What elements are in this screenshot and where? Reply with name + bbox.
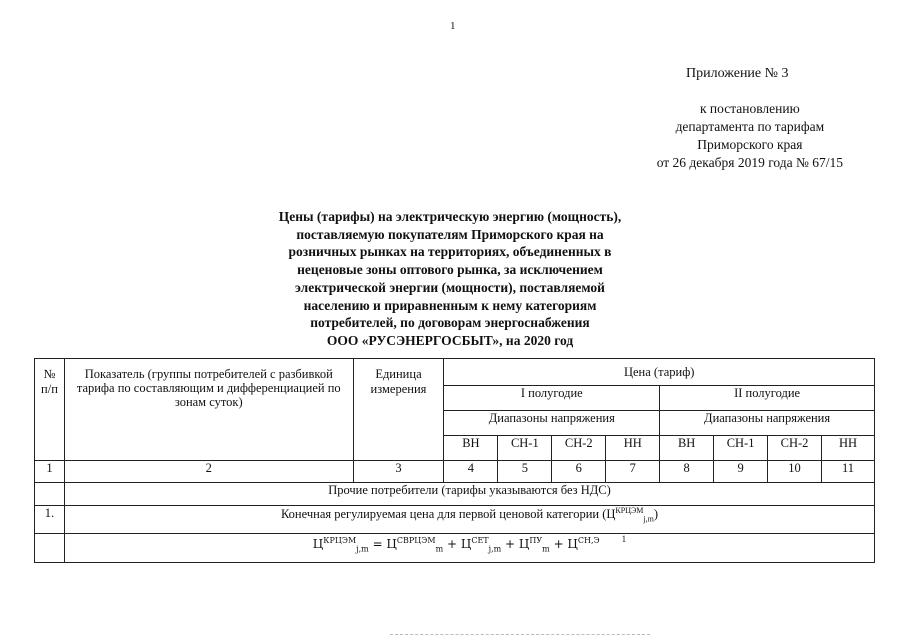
page-mark: 1 (450, 20, 456, 32)
title-line: потребителей, по договорам энергоснабжения (310, 315, 590, 331)
header-price: Цена (тариф) (444, 359, 875, 386)
title-line: Цены (тарифы) на электрическую энергию (мощность), (278, 209, 622, 224)
header-voltage-ranges-1: Диапазоны напряжения (444, 411, 660, 436)
price-formula: $Ц^{КРЦЭМ}_{j,m} = Ц^{СВРЦЭМ}_m + Ц^{СЕТ}_{j,m} + Ц^{ПУ}_m + Ц^{СН,Э}$ (312, 536, 600, 554)
column-number: 1 (35, 461, 65, 483)
header-row-number: № п/п (35, 359, 65, 461)
column-number: 3 (353, 461, 444, 483)
voltage-sn1-2: СН-1 (714, 436, 768, 461)
title-line: неценовые зоны оптового рынка, за исключением (297, 262, 603, 278)
title-line: ООО «РУСЭНЕРГОСБЫТ», на 2020 год (326, 332, 574, 348)
title-line: поставляемую покупателям Приморского края на (296, 226, 604, 242)
voltage-nn-2: НН (822, 436, 875, 461)
symbol-subscript: j,m (643, 514, 654, 524)
voltage-sn2-2: СН-2 (768, 436, 822, 461)
closing-paren: ) (653, 507, 658, 522)
appendix-title: Приложение № 3 (686, 66, 789, 81)
voltage-nn-1: НН (606, 436, 660, 461)
formula-footnote-mark: 1 (621, 534, 627, 544)
empty-cell (35, 534, 65, 563)
other-consumers-row: Прочие потребители (тарифы указываются без НДС) (64, 483, 874, 506)
decree-line: от 26 декабря 2019 года № 67/15 (656, 155, 843, 170)
header-voltage-ranges-2: Диапазоны напряжения (660, 411, 875, 436)
first-category-price-label: Конечная регулируемая цена для первой ценовой категории (Ц (280, 507, 616, 522)
voltage-sn1-1: СН-1 (498, 436, 552, 461)
header-half-2: II полугодие (660, 386, 875, 411)
column-number: 8 (660, 461, 714, 483)
column-number: 4 (444, 461, 498, 483)
column-number: 2 (64, 461, 353, 483)
decree-line: департамента по тарифам (675, 119, 825, 134)
empty-cell (35, 483, 65, 506)
column-number: 5 (498, 461, 552, 483)
decree-line: Приморского края (697, 137, 803, 152)
formula-row (64, 534, 874, 563)
column-number: 11 (822, 461, 875, 483)
header-half-1: I полугодие (444, 386, 660, 411)
tariff-table (34, 358, 875, 563)
row-number: 1. (35, 506, 65, 534)
voltage-sn2-1: СН-2 (552, 436, 606, 461)
decree-reference (657, 100, 843, 172)
title-line: электрической энергии (мощности), поставляемой (295, 279, 605, 295)
header-unit: Единица измерения (353, 359, 444, 461)
decree-line: к постановлению (699, 101, 800, 116)
symbol-superscript: КРЦЭМ (615, 506, 644, 515)
voltage-vn-1: ВН (444, 436, 498, 461)
column-number: 10 (768, 461, 822, 483)
header-indicator: Показатель (группы потребителей с разбивкой тарифа по составляющим и дифференциацией по зонам суток) (64, 359, 353, 461)
scan-artifact-line (390, 634, 650, 637)
title-line: розничных рынках на территориях, объединенных в (288, 244, 612, 260)
first-category-price-row (64, 506, 874, 534)
title-line: населению и приравненным к нему категориям (303, 297, 597, 313)
column-number: 7 (606, 461, 660, 483)
column-number: 9 (714, 461, 768, 483)
column-number: 6 (552, 461, 606, 483)
voltage-vn-2: ВН (660, 436, 714, 461)
document-title (240, 208, 660, 350)
